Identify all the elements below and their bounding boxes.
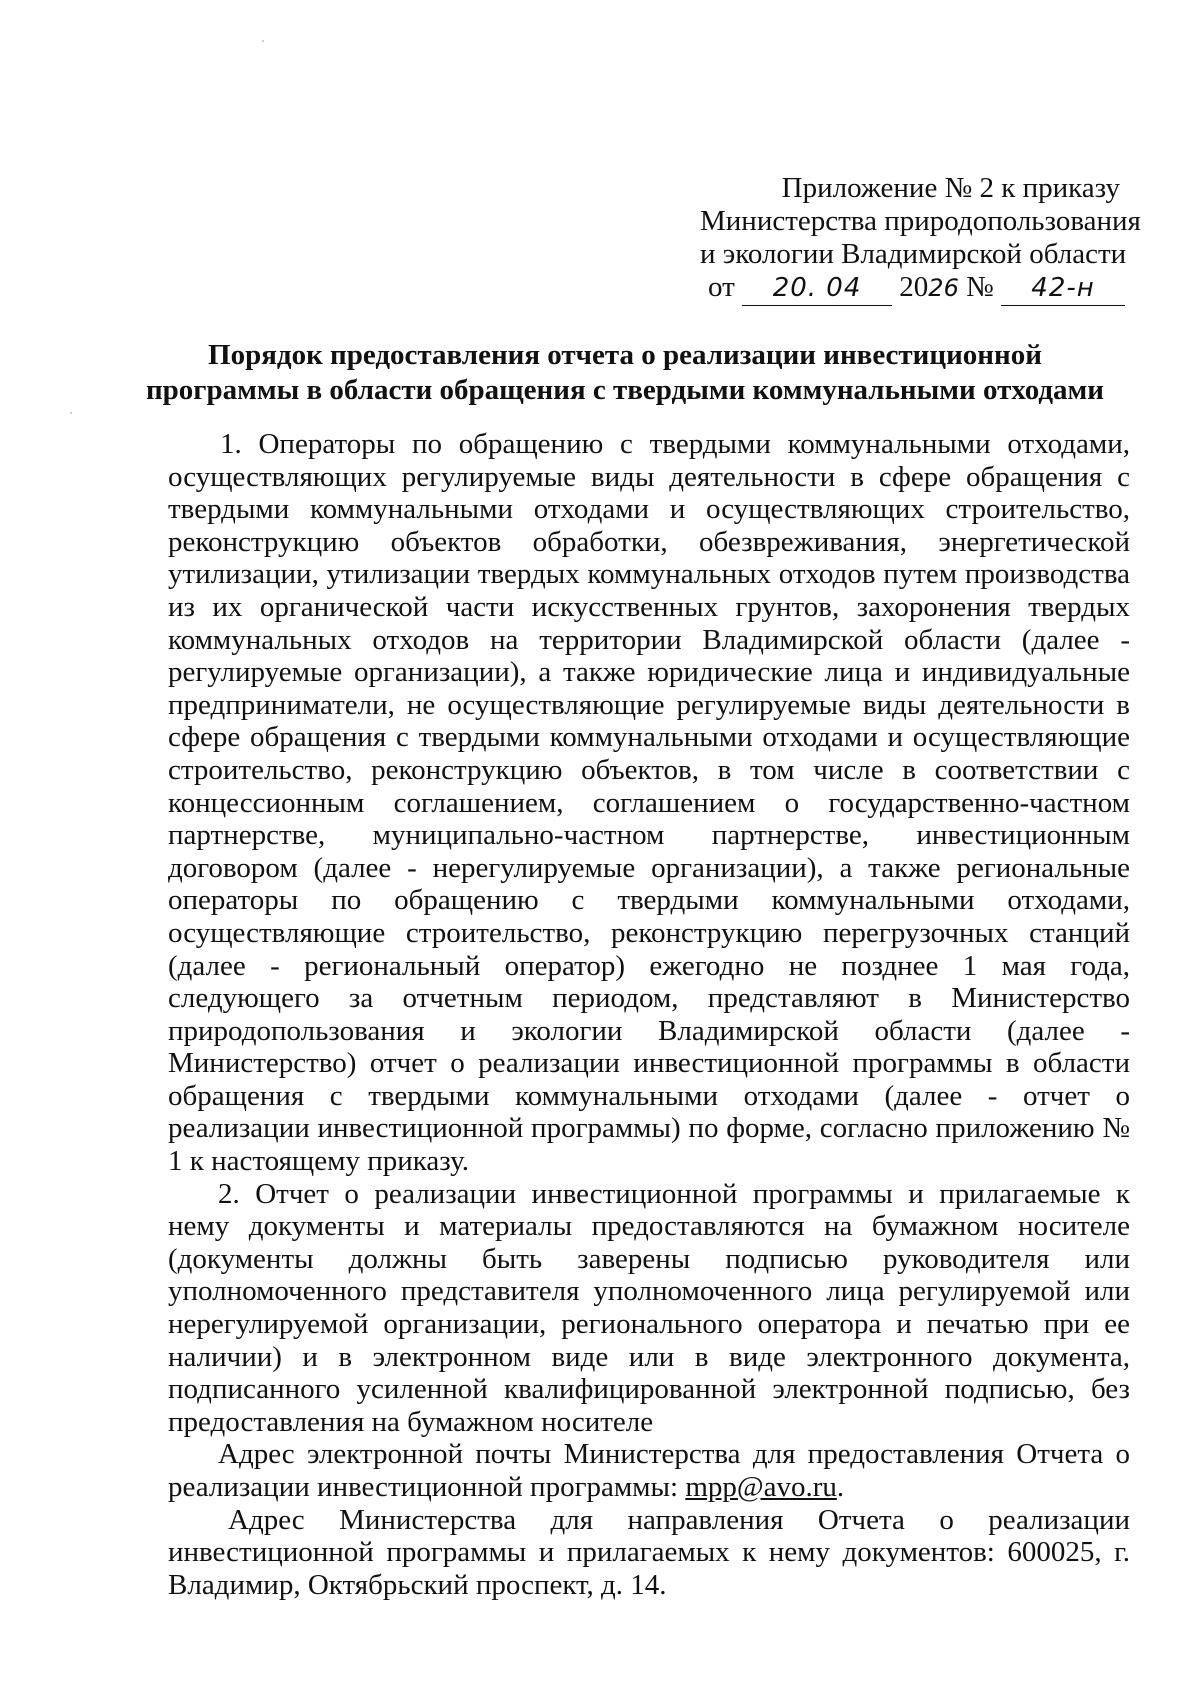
document-body xyxy=(168,428,1130,1601)
year-prefix: 20 xyxy=(899,271,929,303)
title-line-1: Порядок предоставления отчета о реализации инвестиционной xyxy=(208,339,1042,371)
email-period: . xyxy=(836,1471,845,1503)
paragraph-1: 1. Операторы по обращению с твердыми коммунальными отходами, осуществляющих регулируемые виды деятельности в сфере обращения с твердыми коммунальными отходами и осуществляющих строительство, реконструкцию объектов обработки, обезвреживания, энергетической утилизации, утилизации твердых коммунальных отходов путем производства из их органической части искусственных грунтов, захоронения твердых коммунальных отходов на территории Владимирской области (далее - регулируемые организации), а также юридические лица и индивидуальные предприниматели, не осуществляющие регулируемые виды деятельности в сфере обращения с твердыми коммунальными отходами и осуществляющие строительство, реконструкцию объектов, в том числе в соответствии с концессионным соглашением, соглашением о государственно-частном партнерстве, муниципально-частном партнерстве, инвестиционным договором (далее - нерегулируемые организации), а также региональные операторы по обращению с твердыми коммунальными отходами, осуществляющие строительство, реконструкцию перегрузочных станций (далее - региональный оператор) ежегодно не позднее 1 мая года, следующего за отчетным периодом, представляют в Министерство природопользования и экологии Владимирской области (далее - Министерство) отчет о реализации инвестиционной программы в области обращения с твердыми коммунальными отходами (далее - отчет о реализации инвестиционной программы) по форме, согласно приложению № 1 к настоящему приказу. xyxy=(168,428,1130,1178)
paragraph-2: 2. Отчет о реализации инвестиционной программы и прилагаемые к нему документы и материалы предоставляются на бумажном носителе (документы должны быть заверены подписью руководителя или уполномоченного представителя уполномоченного лица регулируемой или нерегулируемой организации, регионального оператора и печатью при ее наличии) и в электронном виде или в виде электронного документа, подписанного усиленной квалифицированной электронной подписью, без предоставления на бумажном носителе xyxy=(168,1177,1130,1438)
handwritten-year: 26 xyxy=(928,274,959,302)
email-intro-text: Адрес электронной почты Министерства для предоставления Отчета о реализации инвестиционной программы: xyxy=(168,1438,1130,1503)
email-link[interactable]: mpp@avo.ru xyxy=(685,1471,837,1503)
paragraph-address: Адрес Министерства для направления Отчета о реализации инвестиционной программы и прилагаемых к нему документов: 600025, г. Владимир, Октябрьский проспект, д. 14. xyxy=(168,1503,1130,1601)
scan-speck xyxy=(262,40,264,42)
number-sign: № xyxy=(966,271,994,303)
header-date-line xyxy=(700,271,1120,306)
paragraph-email xyxy=(168,1438,1130,1503)
header-line-2: Министерства природопользования xyxy=(700,205,1141,237)
header-line-3: и экологии Владимирской области xyxy=(700,238,1127,270)
date-prefix: от xyxy=(708,271,735,303)
handwritten-order-number: 42-н xyxy=(1001,272,1125,306)
title-line-2: программы в области обращения с твердыми коммунальными отходами xyxy=(145,374,1105,406)
handwritten-date: 20. 04 xyxy=(742,272,892,306)
document-title xyxy=(120,338,1130,408)
header-line-1: Приложение № 2 к приказу xyxy=(781,172,1120,204)
scan-speck xyxy=(70,412,72,414)
appendix-header xyxy=(700,172,1141,306)
